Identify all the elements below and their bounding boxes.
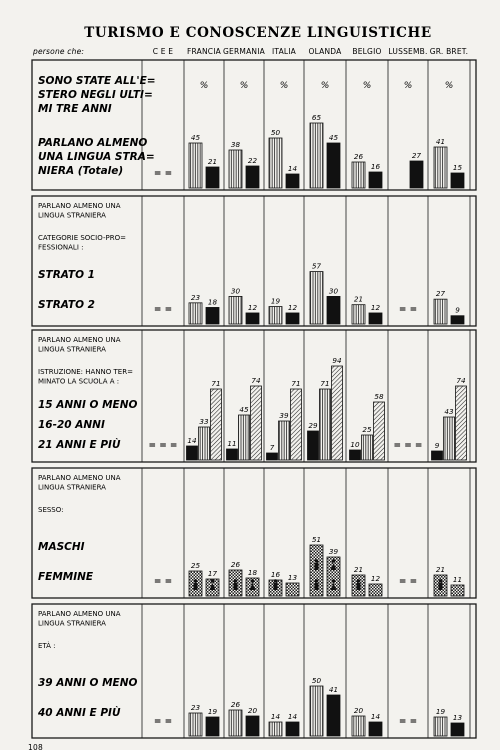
bar [286, 583, 299, 596]
bar [310, 686, 323, 736]
bar [451, 723, 464, 736]
bar [332, 366, 343, 460]
bar [327, 695, 340, 736]
figure-head [357, 579, 361, 583]
bar [434, 147, 447, 188]
bar-value-label: 20 [247, 706, 258, 715]
panel-sublabel: ISTRUZIONE: HANNO TER= [38, 368, 133, 376]
bar [451, 585, 464, 596]
bar-value-label: 25 [362, 425, 372, 434]
bar [369, 722, 382, 736]
figure-head [194, 579, 198, 583]
chart-panel-eta [37, 610, 464, 736]
bar [227, 449, 238, 460]
bar-value-label: 71 [320, 379, 330, 388]
panel-label: SONO STATE ALL'E= [38, 75, 156, 87]
series-name: STRATO 2 [38, 299, 95, 311]
chart-panel-strato [38, 202, 464, 324]
panel-sublabel: MINATO LA SCUOLA A : [38, 377, 120, 386]
bar-value-label: 94 [332, 356, 342, 365]
chart-panel-istruzione [38, 336, 467, 460]
bar [352, 716, 365, 736]
bar-value-label: 19 [435, 707, 446, 716]
bar [269, 307, 282, 324]
bar-value-label: 50 [270, 128, 281, 137]
series-name: STRATO 1 [38, 269, 95, 281]
bar-value-label: 9 [455, 305, 460, 315]
figure-body [315, 563, 319, 570]
bar-value-label: 21 [353, 294, 364, 304]
bar-value-label: 26 [230, 560, 241, 569]
bar-value-label: 14 [370, 712, 381, 721]
figure-head [211, 579, 215, 583]
series-name: MASCHI [38, 541, 85, 553]
missing-data-mark: = = = [148, 441, 178, 451]
bar-value-label: 17 [207, 569, 218, 578]
bar-value-label: 18 [207, 297, 218, 307]
country-header: GR. BRET. [429, 47, 469, 56]
bar-value-label: 26 [230, 700, 241, 709]
chart-panel-estero_e_lingua_totale [38, 75, 464, 188]
bar-value-label: 27 [435, 289, 446, 299]
bar [269, 138, 282, 188]
bar [246, 313, 259, 324]
percent-sign: % [199, 81, 209, 91]
bar [267, 453, 278, 460]
bar [286, 722, 299, 736]
bar-value-label: 13 [287, 573, 298, 582]
figure-body [315, 583, 319, 590]
panel-label: MI TRE ANNI [38, 103, 112, 115]
bar [310, 272, 323, 324]
figure-head [251, 579, 255, 583]
bar-value-label: 25 [190, 561, 201, 570]
bar-value-label: 71 [211, 379, 221, 388]
bar-value-label: 9 [434, 441, 440, 450]
bar-value-label: 45 [190, 133, 201, 142]
panel-label: STERO NEGLI ULTI= [38, 89, 153, 101]
bar [327, 296, 340, 324]
bar [352, 305, 365, 324]
bar [189, 143, 202, 188]
bar-value-label: 41 [328, 685, 339, 694]
bar-value-label: 15 [452, 163, 463, 172]
figure-body [274, 583, 278, 590]
figure-body [194, 583, 198, 590]
bar [189, 713, 202, 736]
missing-data-mark: = = [398, 577, 418, 587]
bar-value-label: 33 [199, 417, 209, 426]
bar [308, 431, 319, 460]
bar-value-label: 11 [227, 439, 237, 448]
figure-head [439, 579, 443, 583]
series-name: 15 ANNI O MENO [38, 399, 138, 411]
missing-data-mark: = = [398, 305, 418, 315]
bar-value-label: 50 [311, 676, 322, 685]
bar-value-label: 14 [287, 712, 298, 721]
bar [206, 307, 219, 324]
panel-intro: LINGUA STRANIERA [38, 345, 106, 354]
bar-value-label: 12 [370, 574, 381, 583]
bar [239, 415, 250, 460]
series-name: 40 ANNI E PIÙ [38, 707, 121, 719]
bar-value-label: 13 [452, 713, 463, 722]
bar-value-label: 27 [411, 151, 422, 160]
panel-sublabel: CATEGORIE SOCIO-PRO= [38, 234, 126, 242]
panel-intro: LINGUA STRANIERA [38, 211, 106, 220]
bar [369, 313, 382, 324]
figure-body [234, 583, 238, 590]
bar [432, 451, 443, 460]
missing-data-mark: = = [153, 717, 173, 727]
bar-value-label: 16 [270, 570, 281, 579]
bar-value-label: 12 [287, 302, 298, 312]
bar-value-label: 39 [279, 411, 289, 420]
chart-title: TURISMO E CONOSCENZE LINGUISTICHE [84, 25, 432, 41]
bar-value-label: 51 [311, 535, 322, 544]
bar-value-label: 57 [311, 261, 322, 271]
series-name: 16-20 ANNI [38, 419, 105, 431]
bar [246, 716, 259, 736]
bar-value-label: 58 [374, 392, 384, 401]
bar-value-label: 74 [456, 376, 466, 385]
missing-data-mark: = = = [393, 441, 423, 451]
bar-value-label: 71 [291, 379, 301, 388]
country-header: C E E [152, 47, 174, 56]
series-name: FEMMINE [38, 571, 94, 583]
bar-value-label: 16 [370, 162, 381, 171]
bar-value-label: 21 [353, 565, 364, 574]
bar [189, 303, 202, 324]
bar [374, 402, 385, 460]
bar-value-label: 30 [230, 286, 241, 296]
bar [246, 166, 259, 188]
figure-head [234, 579, 238, 583]
percent-sign: % [444, 81, 454, 91]
bar [229, 150, 242, 188]
bar [451, 316, 464, 324]
bar [279, 421, 290, 460]
bar [320, 389, 331, 460]
bar-value-label: 39 [328, 547, 339, 556]
panel-sublabel: ETÀ : [38, 642, 56, 650]
missing-data-mark: = = [153, 305, 173, 315]
bar-value-label: 12 [247, 302, 258, 312]
panel-intro: LINGUA STRANIERA [38, 619, 106, 628]
bar [291, 389, 302, 460]
country-header: OLANDA [308, 47, 342, 56]
bar [327, 143, 340, 188]
bar [269, 722, 282, 736]
bar-value-label: 14 [187, 436, 197, 445]
bar-value-label: 19 [270, 296, 281, 306]
panel-label: NIERA (Totale) [38, 165, 124, 177]
country-header: LUSSEMB. [388, 47, 428, 56]
bar-value-label: 18 [247, 568, 258, 577]
header-label: persone che: [33, 47, 85, 56]
bar [444, 417, 455, 460]
figure-head [315, 559, 319, 563]
bar [229, 710, 242, 736]
bar [206, 717, 219, 736]
bar [187, 446, 198, 460]
country-header: BELGIO [352, 47, 382, 56]
percent-sign: % [279, 81, 289, 91]
panel-label: PARLANO ALMENO [38, 137, 148, 149]
panel-intro: PARLANO ALMENO UNA [38, 202, 121, 210]
bar-value-label: 20 [353, 706, 364, 715]
bar-value-label: 30 [328, 286, 339, 296]
bar-value-label: 21 [435, 565, 446, 574]
bar [352, 162, 365, 188]
bar-value-label: 41 [435, 137, 446, 146]
figure-body [357, 583, 361, 590]
figure-head [315, 579, 319, 583]
series-name: 39 ANNI O MENO [38, 677, 138, 689]
bar-value-label: 12 [370, 302, 381, 312]
figure-body [439, 583, 443, 590]
country-headers [153, 47, 468, 56]
bar-value-label: 23 [190, 703, 201, 712]
percent-sign: % [239, 81, 249, 91]
bar [211, 389, 222, 460]
bar [434, 717, 447, 736]
panel-sublabel: SESSO: [38, 506, 64, 514]
bar-value-label: 11 [452, 575, 463, 584]
chart-panels [37, 75, 467, 736]
panel-intro: PARLANO ALMENO UNA [38, 610, 121, 618]
chart-panel-sesso [38, 474, 464, 596]
bar [286, 313, 299, 324]
figure-head [332, 579, 336, 583]
percent-sign: % [362, 81, 372, 91]
bar [327, 557, 340, 596]
figure-head [332, 559, 336, 563]
bar [251, 386, 262, 460]
missing-data-mark: = = [153, 169, 173, 179]
bar-value-label: 65 [311, 113, 322, 122]
bar-value-label: 22 [247, 156, 258, 165]
bar-value-label: 23 [190, 292, 201, 302]
figure-head [274, 579, 278, 583]
bar-value-label: 19 [207, 707, 218, 716]
panel-intro: PARLANO ALMENO UNA [38, 474, 121, 482]
bar-value-label: 21 [207, 157, 218, 166]
missing-data-mark: = = [398, 717, 418, 727]
panel-intro: LINGUA STRANIERA [38, 483, 106, 492]
panel-label: UNA LINGUA STRA= [38, 151, 155, 163]
percent-sign: % [320, 81, 330, 91]
bar-value-label: 7 [269, 443, 275, 452]
country-header: ITALIA [271, 47, 297, 56]
missing-data-mark: = = [153, 577, 173, 587]
panel-intro: PARLANO ALMENO UNA [38, 336, 121, 344]
bar-value-label: 45 [328, 133, 339, 142]
bar [362, 435, 373, 460]
bar [369, 172, 382, 188]
series-name: 21 ANNI E PIÙ [38, 439, 121, 451]
panel-sublabel: FESSIONALI : [38, 243, 84, 252]
bar-value-label: 26 [353, 152, 364, 161]
bar [199, 427, 210, 460]
bar [229, 296, 242, 324]
bar [451, 173, 464, 188]
bar-value-label: 10 [350, 440, 360, 449]
country-header: FRANCIA [187, 47, 221, 56]
bar [410, 161, 423, 188]
percent-sign: % [403, 81, 413, 91]
bar [286, 174, 299, 188]
bar-value-label: 29 [308, 421, 318, 430]
bar [350, 450, 361, 460]
bar-value-label: 45 [239, 405, 249, 414]
bar [206, 167, 219, 188]
bar-value-label: 14 [287, 164, 298, 173]
page-number: 108 [28, 743, 43, 750]
bar-value-label: 43 [444, 407, 454, 416]
bar-value-label: 14 [270, 712, 281, 721]
country-header: GERMANIA [223, 47, 265, 56]
bar [310, 123, 323, 188]
bar-value-label: 74 [251, 376, 261, 385]
bar [434, 299, 447, 324]
bar [456, 386, 467, 460]
bar [369, 584, 382, 596]
bar-value-label: 38 [230, 140, 241, 149]
